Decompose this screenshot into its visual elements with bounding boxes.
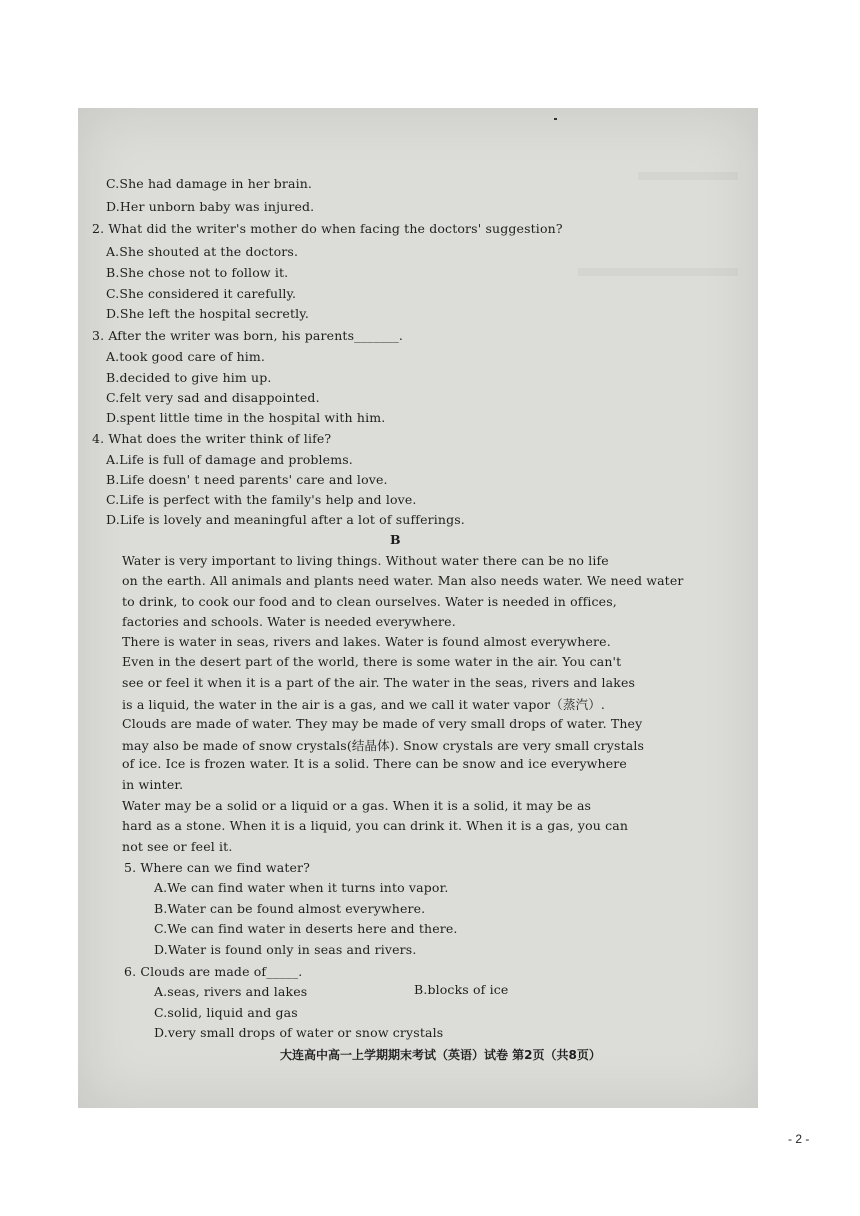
speck-mark [554,118,557,120]
q4-option-d: D.Life is lovely and meaningful after a lot of sufferings. [106,512,465,527]
exam-footer: 大连高中高一上学期期末考试（英语）试卷 第2页（共8页） [280,1048,601,1062]
q6-option-c: C.solid, liquid and gas [154,1005,298,1020]
q5-stem: 5. Where can we find water? [124,860,311,875]
q4-stem: 4. What does the writer think of life? [92,431,332,446]
q4-option-a: A.Life is full of damage and problems. [106,452,353,467]
passage-line: Water is very important to living things. Without water there can be no life [122,553,609,568]
q3-option-d: D.spent little time in the hospital with him. [106,410,386,425]
passage-line: Water may be a solid or a liquid or a gas. When it is a solid, it may be as [122,798,592,813]
scanned-exam-page [78,108,758,1108]
bleed-through-mark [638,172,738,180]
passage-line: is a liquid, the water in the air is a gas, and we call it water vapor（蒸汽）. [122,697,605,712]
q4-option-c: C.Life is perfect with the family's help and love. [106,492,417,507]
passage-line: There is water in seas, rivers and lakes. Water is found almost everywhere. [122,634,611,649]
q3-option-b: B.decided to give him up. [106,370,272,385]
q1-option-c: C.She had damage in her brain. [106,176,313,191]
passage-line: Clouds are made of water. They may be made of very small drops of water. They [122,716,643,731]
q2-option-d: D.She left the hospital secretly. [106,306,309,321]
bleed-through-mark [578,268,738,276]
q2-option-b: B.She chose not to follow it. [106,265,289,280]
q5-option-d: D.Water is found only in seas and rivers. [154,942,417,957]
passage-line: of ice. Ice is frozen water. It is a solid. There can be snow and ice everywhere [122,756,627,771]
q2-stem: 2. What did the writer's mother do when facing the doctors' suggestion? [92,221,563,236]
q6-stem: 6. Clouds are made of_____. [124,964,303,979]
q6-option-a: A.seas, rivers and lakes [154,984,308,999]
q3-stem: 3. After the writer was born, his parents_______. [92,328,404,343]
q6-option-b: B.blocks of ice [414,982,509,997]
passage-line: to drink, to cook our food and to clean ourselves. Water is needed in offices, [122,594,617,609]
q1-option-d: D.Her unborn baby was injured. [106,199,315,214]
q5-option-a: A.We can find water when it turns into vapor. [154,880,449,895]
q5-option-b: B.Water can be found almost everywhere. [154,901,426,916]
q6-option-d: D.very small drops of water or snow crystals [154,1025,444,1040]
passage-line: factories and schools. Water is needed everywhere. [122,614,456,629]
passage-line: not see or feel it. [122,839,233,854]
q2-option-c: C.She considered it carefully. [106,286,297,301]
page-number: - 2 - [788,1132,810,1146]
passage-line: in winter. [122,777,184,792]
passage-line: may also be made of snow crystals(结晶体). Snow crystals are very small crystals [122,738,645,753]
q5-option-c: C.We can find water in deserts here and there. [154,921,458,936]
passage-line: see or feel it when it is a part of the air. The water in the seas, rivers and lakes [122,675,636,690]
q2-option-a: A.She shouted at the doctors. [106,244,299,259]
q3-option-c: C.felt very sad and disappointed. [106,390,320,405]
passage-line: hard as a stone. When it is a liquid, you can drink it. When it is a gas, you can [122,818,629,833]
section-b-heading: B [390,532,401,547]
passage-line: on the earth. All animals and plants need water. Man also needs water. We need water [122,573,684,588]
passage-line: Even in the desert part of the world, there is some water in the air. You can't [122,654,622,669]
q3-option-a: A.took good care of him. [106,349,266,364]
q4-option-b: B.Life doesn' t need parents' care and love. [106,472,388,487]
